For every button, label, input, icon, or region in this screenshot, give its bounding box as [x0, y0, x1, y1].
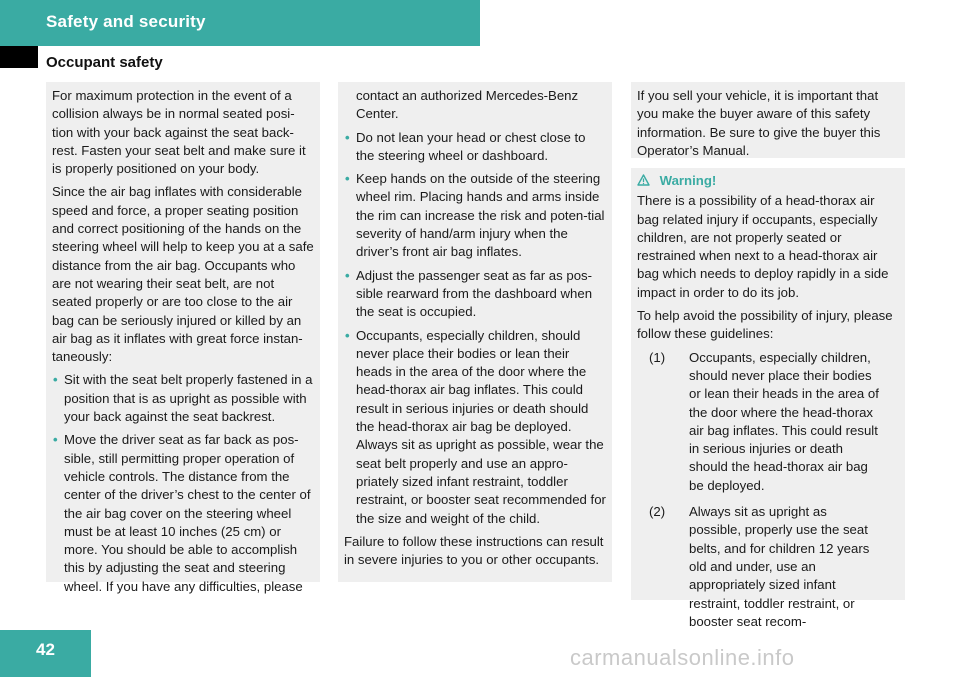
list-item: • Adjust the passenger seat as far as pos-sible rearward from the dashboard when the seat is occupied.: [345, 267, 593, 320]
item-number: (2): [649, 504, 666, 520]
list-item: [637, 503, 899, 631]
chapter-title: Safety and security: [46, 12, 206, 31]
warning-paragraph: There is a possibility of a head-thorax air bag related injury if occupants, especially children, are not properly seated or restrained when next to a head-thorax air bag which needs to deploy rapidly in a side impact in order to do its job.: [637, 193, 889, 300]
section-title: Occupant safety: [46, 54, 163, 71]
watermark: carmanualsonline.info: [570, 645, 795, 670]
info-box: [631, 82, 905, 158]
item-text: Always sit as upright as possible, properly use the seat belts, and for children 12 years old and under, use an appropriately sized infant restraint, toddler restraint, or booster seat recom-: [689, 504, 870, 629]
list-item: • Occupants, especially children, should never place their bodies or lean their heads in the area of the door where the head-thorax air bag inflates. This could result in serious injuries or death should the head-thorax air bag be deployed. Always sit as upright as possible, wear the seat belt properly and use an appro-priately sized infant restraint, toddler restraint, or booster seat recommended for the size and weight of the child.: [345, 327, 606, 526]
list-item: [637, 349, 899, 495]
bullet-icon: •: [345, 171, 350, 187]
bullet-icon: •: [53, 372, 58, 388]
bullet-icon: •: [53, 432, 58, 448]
intro-paragraph: For maximum protection in the event of a collision always be in normal seated posi-tion with your back against the seat back-rest. Fasten your seat belt and make sure it is properly positioned on your body.: [52, 88, 306, 177]
text-column-1: [46, 82, 320, 594]
continued-text: contact an authorized Mercedes-Benz Center.: [356, 88, 579, 122]
bullet-icon: •: [345, 327, 350, 343]
list-item: • Move the driver seat as far back as pos-sible, still permitting proper operation of vehicle controls. The distance from the center of the driver’s chest to the center of the air bag cover on the steering wheel must be at least 10 inches (25 cm) or more. You should be able to accomplish this by adjusting the seat and steering wheel. If you have any difficulties, please: [53, 432, 311, 594]
warning-box: [631, 168, 905, 629]
bullet-list: [344, 129, 606, 528]
item-number: (1): [649, 349, 666, 365]
guidelines-intro: To help avoid the possibility of injury, please follow these guidelines:: [637, 308, 893, 342]
list-item: • Sit with the seat belt properly fastened in a position that is as upright as possible with your back against the seat backrest.: [53, 372, 313, 425]
info-paragraph: If you sell your vehicle, it is important that you make the buyer aware of this safety information. Be sure to give the buyer this Operator’s Manual.: [637, 88, 881, 158]
section-marker: [0, 46, 38, 68]
item-text: Occupants, especially children, should never place their bodies or lean their heads in the area of the door where the head-thorax air bag inflates. This could result in serious injuries or death should the head-thorax air bag be deployed.: [689, 349, 879, 493]
warning-triangle-icon: [637, 173, 654, 188]
list-item: • Keep hands on the outside of the steering wheel rim. Placing hands and arms inside the rim can increase the risk and poten-tial severity of hand/arm injury when the driver’s front air bag inflates.: [345, 171, 605, 260]
airbag-paragraph: Since the air bag inflates with considerable speed and force, a proper seating position and correct positioning of the hands on the steering wheel will help to keep you at a safe distance from the air bag. Occupants who are not wearing their seat belt, are not seated properly or are too close to the air bag can be seriously injured or killed by an air bag as it inflates with great force instan-taneously:: [52, 184, 314, 365]
bullet-icon: •: [345, 129, 350, 145]
text-column-2: [338, 82, 612, 582]
warning-heading: Warning!: [637, 172, 899, 190]
guidelines-list: [637, 349, 899, 631]
bullet-icon: •: [345, 267, 350, 283]
page-number: 42: [36, 640, 55, 659]
closing-paragraph: Failure to follow these instructions can result in severe injuries to you or other occupants.: [344, 533, 604, 568]
list-item: • Do not lean your head or chest close to the steering wheel or dashboard.: [345, 129, 586, 163]
bullet-list: [52, 371, 314, 596]
